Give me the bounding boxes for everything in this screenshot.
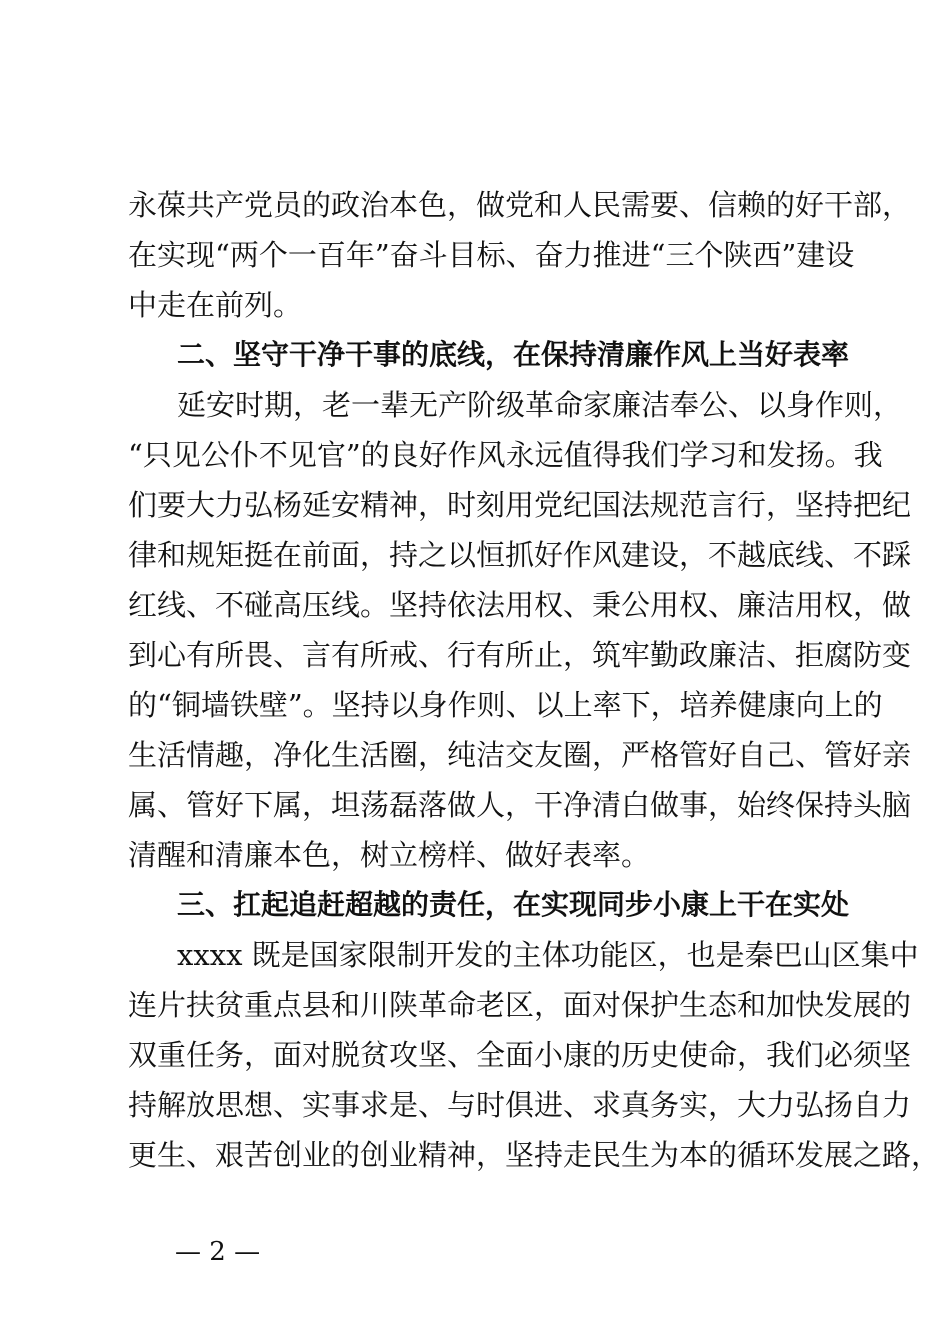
body-text-line: 红线、不碰高压线。坚持依法用权、秉公用权、廉洁用权，做 (128, 588, 912, 622)
body-text-line: 的“铜墙铁壁”。坚持以身作则、以上率下，培养健康向上的 (128, 688, 883, 722)
body-text-line: 延安时期，老一辈无产阶级革命家廉洁奉公、以身作则， (177, 388, 903, 422)
body-text-line: 生活情趣，净化生活圈，纯洁交友圈，严格管好自己、管好亲 (128, 738, 912, 772)
body-text-line: 属、管好下属，坦荡磊落做人，干净清白做事，始终保持头脑 (128, 788, 912, 822)
page-number: — 2 — (175, 1237, 261, 1267)
section-heading: 三、扛起追赶超越的责任，在实现同步小康上干在实处 (177, 888, 850, 921)
body-text-line: 到心有所畏、言有所戒、行有所止，筑牢勤政廉洁、拒腐防变 (128, 638, 912, 672)
body-text-line: 永葆共产党员的政治本色，做党和人民需要、信赖的好干部， (128, 188, 912, 222)
section-heading: 二、坚守干净干事的底线，在保持清廉作风上当好表率 (177, 338, 850, 371)
body-text-line: xxxx 既是国家限制开发的主体功能区，也是秦巴山区集中 (177, 938, 919, 972)
body-text-line: 双重任务，面对脱贫攻坚、全面小康的历史使命，我们必须坚 (128, 1038, 912, 1072)
body-text-line: 中走在前列。 (128, 288, 303, 322)
body-text-line: 更生、艰苦创业的创业精神，坚持走民生为本的循环发展之路， (128, 1138, 941, 1172)
body-text-line: “只见公仆不见官”的良好作风永远值得我们学习和发扬。我 (128, 438, 883, 472)
body-text-line: 律和规矩挺在前面，持之以恒抓好作风建设，不越底线、不踩 (128, 538, 912, 572)
body-text-line: 们要大力弘杨延安精神，时刻用党纪国法规范言行，坚持把纪 (128, 488, 912, 522)
body-text-line: 在实现“两个一百年”奋斗目标、奋力推进“三个陕西”建设 (128, 238, 855, 272)
body-text-line: 连片扶贫重点县和川陕革命老区，面对保护生态和加快发展的 (128, 988, 912, 1022)
body-text-line: 持解放思想、实事求是、与时俱进、求真务实，大力弘扬自力 (128, 1088, 912, 1122)
body-text-line: 清醒和清廉本色，树立榜样、做好表率。 (128, 838, 651, 872)
